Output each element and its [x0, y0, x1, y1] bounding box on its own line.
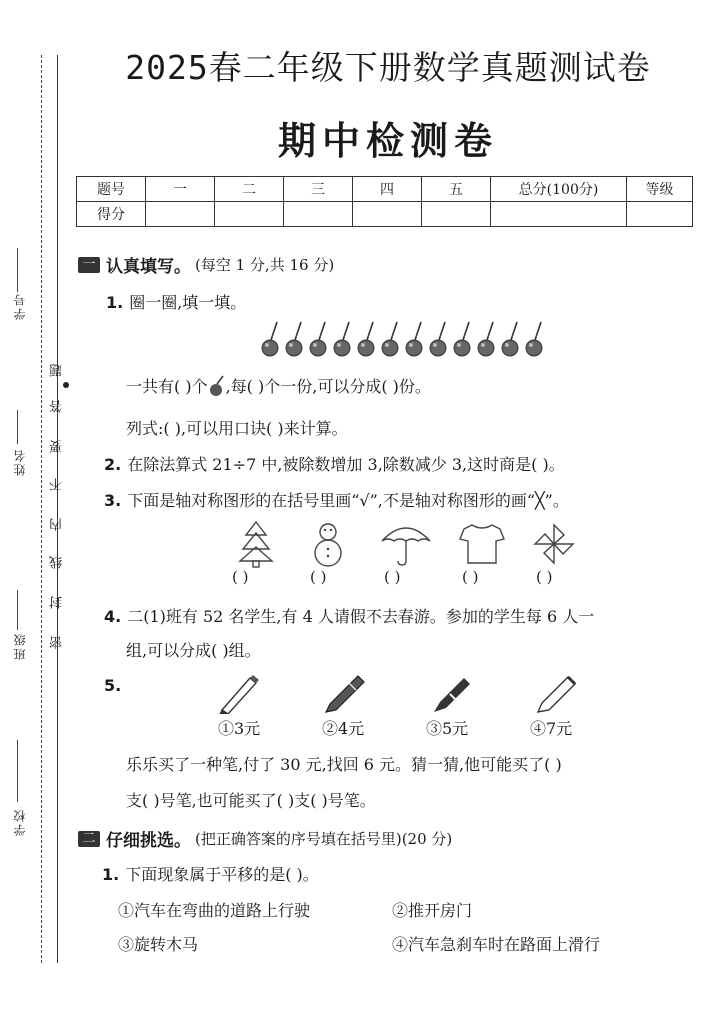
binding-margin: [0, 0, 72, 1018]
marker-pen-icon: [530, 672, 580, 714]
pencil-icon: [212, 672, 262, 714]
question-number: 5.: [104, 676, 122, 695]
seal-char: 不: [50, 478, 65, 491]
answer-paren[interactable]: ( ): [536, 568, 553, 586]
section-badge: 二: [78, 831, 100, 847]
question-text: 下面是轴对称图形的在括号里画“√”,不是轴对称图形的画“╳”。: [127, 491, 569, 510]
score-cell[interactable]: [422, 202, 491, 227]
section-title: 仔细挑选。: [106, 831, 191, 851]
section-1-header: [78, 252, 334, 277]
score-col: 一: [146, 177, 215, 202]
question-number: 4.: [104, 607, 122, 626]
option-4[interactable]: ④汽车急刹车时在路面上滑行: [392, 935, 601, 954]
page-subtitle: 期中检测卷: [277, 118, 498, 163]
page-title: 2025春二年级下册数学真题测试卷: [125, 48, 651, 87]
question-text: 下面现象属于平移的是( )。: [125, 865, 319, 884]
score-row-label: 得分: [77, 202, 146, 227]
score-col: 五: [422, 177, 491, 202]
cherry-icon: [526, 322, 542, 356]
tshirt-icon: [452, 519, 512, 569]
student-id-label: 学号: [13, 292, 27, 320]
seal-char: 密: [50, 636, 65, 649]
tree-icon: [226, 519, 286, 569]
section-2-header: [78, 826, 452, 851]
pen-price: ②4元: [322, 719, 365, 738]
question-number: 1.: [106, 293, 124, 312]
cherries-figure: [258, 318, 558, 358]
name-label: 姓名: [13, 448, 27, 476]
score-col: 四: [353, 177, 422, 202]
pinwheel-icon: [524, 519, 584, 569]
class-label: 班级: [13, 632, 27, 660]
pen-price: ③5元: [426, 719, 469, 738]
question-5: [104, 676, 127, 695]
seal-char: 答: [50, 400, 65, 413]
ballpoint-pen-icon: [318, 672, 368, 714]
section-title: 认真填写。: [106, 257, 191, 277]
school-label: 学校: [13, 808, 27, 836]
option-3[interactable]: ③旋转木马: [118, 935, 199, 954]
cherry-icon: [430, 322, 446, 356]
question-text: 在除法算式 21÷7 中,被除数增加 3,除数减少 3,这时商是( )。: [127, 455, 565, 474]
question-text: 二(1)班有 52 名学生,有 4 人请假不去春游。参加的学生每 6 人一: [127, 607, 595, 626]
q1-fill-line-1: [126, 374, 431, 397]
option-1[interactable]: ①汽车在弯曲的道路上行驶: [118, 901, 311, 920]
cherry-icon: [286, 322, 302, 356]
score-header-label: 题号: [77, 177, 146, 202]
score-col: 总分(100分): [491, 177, 627, 202]
q1-blank-text: ,每( )个一份,可以分成( )份。: [225, 377, 431, 396]
cherry-icon: [382, 322, 398, 356]
cherry-icon: [208, 375, 226, 397]
score-cell[interactable]: [491, 202, 627, 227]
score-col: 等级: [627, 177, 693, 202]
cherry-icon: [406, 322, 422, 356]
score-cell[interactable]: [627, 202, 693, 227]
question-1: [106, 290, 246, 313]
pen-price: ④7元: [530, 719, 573, 738]
question-3: [104, 488, 569, 511]
answer-paren[interactable]: ( ): [310, 568, 327, 586]
cherry-icon: [454, 322, 470, 356]
score-cell[interactable]: [353, 202, 422, 227]
answer-paren[interactable]: ( ): [384, 568, 401, 586]
answer-paren[interactable]: ( ): [232, 568, 249, 586]
score-cell[interactable]: [215, 202, 284, 227]
option-2[interactable]: ②推开房门: [392, 901, 473, 920]
cherry-icon: [262, 322, 278, 356]
margin-dot: [63, 382, 69, 388]
seal-char: 线: [50, 556, 65, 569]
cherry-icon: [358, 322, 374, 356]
question-number: 2.: [104, 455, 122, 474]
fountain-pen-icon: [426, 672, 476, 714]
score-table: [76, 176, 693, 227]
snowman-icon: [298, 519, 358, 569]
cherry-icon: [334, 322, 350, 356]
seal-char: 内: [50, 518, 65, 531]
score-cell[interactable]: [284, 202, 353, 227]
score-col: 三: [284, 177, 353, 202]
question-4-cont: 组,可以分成( )组。: [126, 641, 261, 660]
question-5-text-cont: 支( )号笔,也可能买了( )支( )号笔。: [126, 791, 376, 810]
question-2: [104, 452, 565, 475]
section-note: (每空 1 分,共 16 分): [195, 256, 335, 274]
question-number: 1.: [102, 865, 120, 884]
question-number: 3.: [104, 491, 122, 510]
seal-char: 封: [50, 596, 65, 609]
seal-char: 要: [50, 440, 65, 453]
seal-char: 题: [50, 364, 65, 377]
cut-line: [41, 55, 42, 963]
q1-blank-text: 一共有( )个: [126, 377, 208, 396]
question-text: 圈一圈,填一填。: [129, 293, 247, 312]
cherry-icon: [478, 322, 494, 356]
cherry-icon: [502, 322, 518, 356]
score-cell[interactable]: [146, 202, 215, 227]
section-note: (把正确答案的序号填在括号里)(20 分): [195, 830, 453, 848]
umbrella-icon: [376, 519, 436, 569]
section-badge: 一: [78, 257, 100, 273]
question-5-text: 乐乐买了一种笔,付了 30 元,找回 6 元。猜一猜,他可能买了( ): [126, 755, 562, 774]
s2-question-1: [102, 862, 319, 885]
answer-paren[interactable]: ( ): [462, 568, 479, 586]
margin-rule: [57, 55, 58, 963]
question-4: [104, 604, 594, 627]
pen-price: ①3元: [218, 719, 261, 738]
cherry-icon: [310, 322, 326, 356]
score-col: 二: [215, 177, 284, 202]
q1-fill-line-2: 列式:( ),可以用口诀( )来计算。: [126, 419, 348, 438]
